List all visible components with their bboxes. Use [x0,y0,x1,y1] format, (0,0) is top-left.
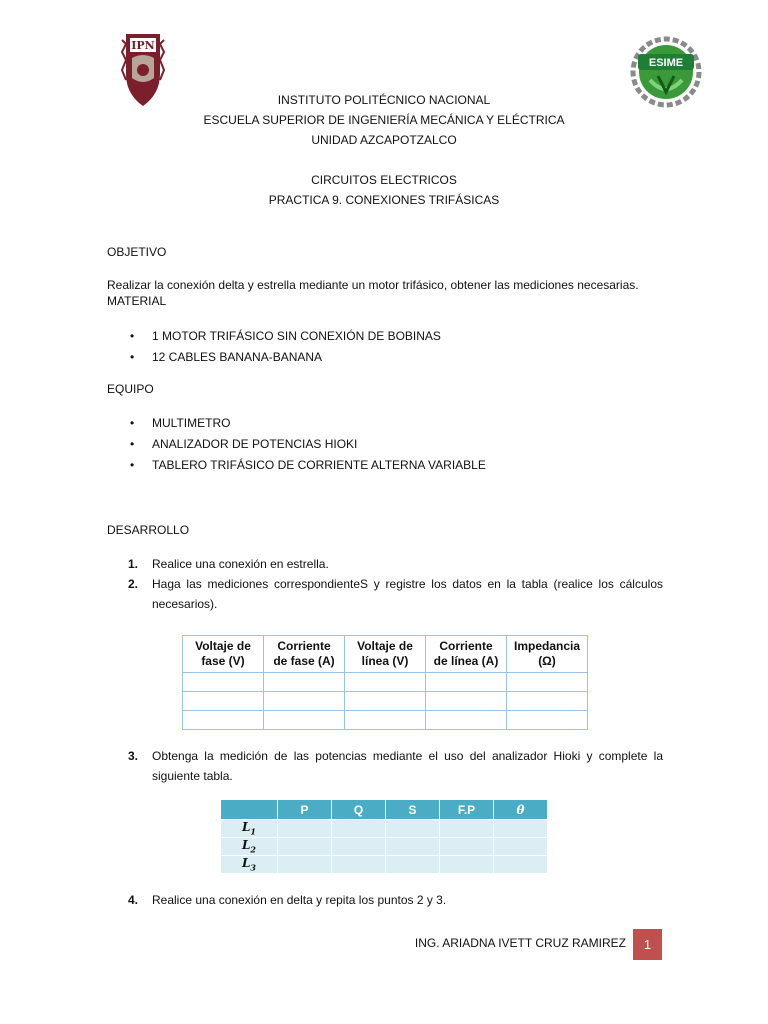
esime-logo-text: ESIME [648,57,684,69]
table-cell [345,692,426,711]
institution-name: INSTITUTO POLITÉCNICO NACIONAL [277,93,491,107]
step-number: 4. [128,893,139,907]
table-cell [332,856,386,874]
table-cell [494,856,548,874]
row-label: $L_2$ [221,838,278,856]
table-header-cell: Corriente de línea (A) [426,636,507,673]
table-cell [345,673,426,692]
step-item [128,890,663,910]
list-item: • TABLERO TRIFÁSICO DE CORRIENTE ALTERNA VARIABLE [130,455,486,476]
table-header-cell: Impedancia (Ω) [507,636,588,673]
table-header-cell: S [386,800,440,820]
measurements-table [182,635,588,730]
table-cell [507,711,588,730]
table-cell [440,820,494,838]
table-cell [426,673,507,692]
list-item: • MULTIMETRO [130,413,486,434]
table-cell [332,820,386,838]
table-cell [264,692,345,711]
list-item: • 12 CABLES BANANA-BANANA [130,347,441,368]
step-text: Haga las mediciones correspondienteS y registre los datos en la tabla (realice los cálculos necesarios). [152,577,663,611]
course-header [0,170,768,210]
table-header-row [221,800,548,820]
table-cell [426,692,507,711]
page-number-badge: 1 [633,929,662,960]
table-header-cell [221,800,278,820]
table-row [183,673,588,692]
table-header-cell: Q [332,800,386,820]
table-cell [386,838,440,856]
step-item [128,554,663,574]
ipn-logo-text: IPN [131,39,155,52]
table-cell [332,838,386,856]
development-steps-c [128,890,663,910]
table-header-cell: Corriente de fase (A) [264,636,345,673]
practice-title: PRACTICA 9. CONEXIONES TRIFÁSICAS [268,193,500,207]
course-name: CIRCUITOS ELECTRICOS [311,173,457,187]
table-cell [278,856,332,874]
step-text: Realice una conexión en delta y repita los puntos 2 y 3. [152,893,447,907]
power-table [220,799,548,874]
equipment-list [130,413,486,476]
table-cell [264,673,345,692]
table-cell [278,820,332,838]
table-cell [183,711,264,730]
table-cell [183,692,264,711]
table-cell [183,673,264,692]
unit-name: UNIDAD AZCAPOTZALCO [311,133,457,147]
table-header-cell: P [278,800,332,820]
step-number: 3. [128,749,139,763]
table-cell [494,838,548,856]
table-header-cell: θ [494,800,548,820]
table-header-cell: Voltaje de fase (V) [183,636,264,673]
table-cell [386,856,440,874]
footer-author: ING. ARIADNA IVETT CRUZ RAMIREZ [414,936,626,950]
table-cell [278,838,332,856]
school-name: ESCUELA SUPERIOR DE INGENIERÍA MECÁNICA Y ELÉCTRICA [203,113,565,127]
step-text: Realice una conexión en estrella. [152,557,329,571]
equipment-label: EQUIPO [107,382,154,396]
table-header-cell: F.P [440,800,494,820]
table-row [221,838,548,856]
table-cell [440,856,494,874]
development-label: DESARROLLO [107,523,190,537]
table-cell [345,711,426,730]
objective-text: Realizar la conexión delta y estrella mediante un motor trifásico, obtener las mediciones necesarias. [107,278,639,292]
table-cell [507,673,588,692]
row-label: $L_3$ [221,856,278,874]
table-row [221,820,548,838]
institution-header [0,90,768,150]
table-row [183,711,588,730]
step-item [128,574,663,614]
development-steps-b [128,746,663,786]
step-text: Obtenga la medición de las potencias mediante el uso del analizador Hioki y complete la siguiente tabla. [152,749,663,783]
list-item: • 1 MOTOR TRIFÁSICO SIN CONEXIÓN DE BOBINAS [130,326,441,347]
objective-label: OBJETIVO [107,245,167,259]
table-cell [426,711,507,730]
step-item [128,746,663,786]
table-cell [507,692,588,711]
step-number: 1. [128,557,139,571]
table-row [183,692,588,711]
table-cell [440,838,494,856]
development-steps-a [128,554,663,614]
row-label: $L_1$ [221,820,278,838]
table-cell [494,820,548,838]
step-number: 2. [128,577,139,591]
table-row [221,856,548,874]
table-header-row [183,636,588,673]
list-item: • ANALIZADOR DE POTENCIAS HIOKI [130,434,486,455]
table-cell [264,711,345,730]
material-label: MATERIAL [107,294,167,308]
material-list [130,326,441,368]
table-cell [386,820,440,838]
table-header-cell: Voltaje de línea (V) [345,636,426,673]
